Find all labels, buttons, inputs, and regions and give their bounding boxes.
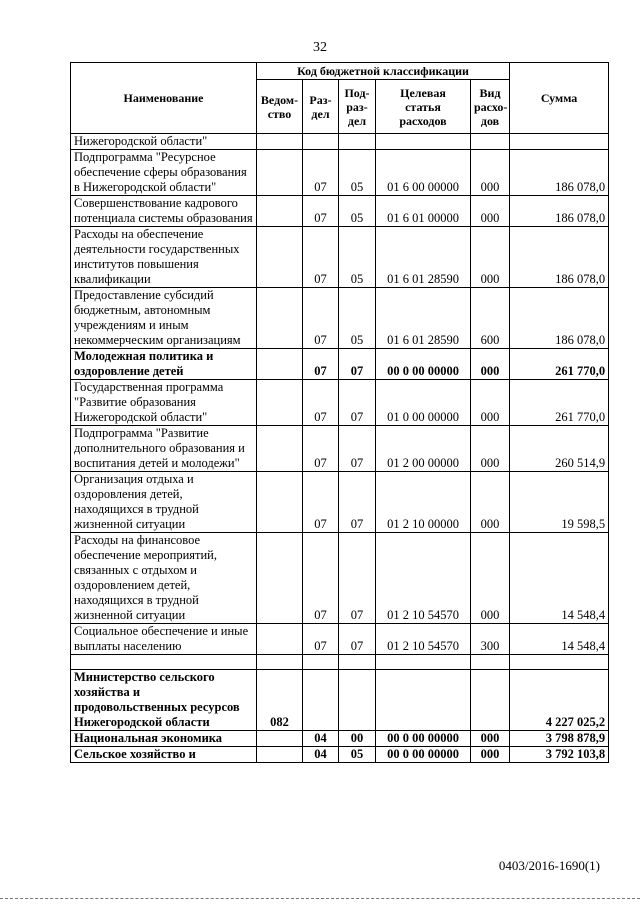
row-vedomstvo-cell xyxy=(257,380,303,426)
row-summa-cell: 3 798 878,9 xyxy=(510,731,609,747)
header-razdel: Раз- дел xyxy=(303,80,339,134)
header-statya: Целевая статья расходов xyxy=(376,80,471,134)
table-row xyxy=(71,227,609,288)
row-statya-cell: 01 6 01 28590 xyxy=(376,227,471,288)
row-vedomstvo-cell xyxy=(257,426,303,472)
row-vid-cell: 000 xyxy=(471,472,510,533)
row-razdel-cell: 04 xyxy=(303,731,339,747)
table-body xyxy=(71,134,609,763)
scan-edge-line xyxy=(0,898,640,901)
row-name-cell: Национальная экономика xyxy=(71,731,257,747)
row-vid-cell: 000 xyxy=(471,349,510,380)
budget-table xyxy=(70,62,609,763)
row-vid-cell: 600 xyxy=(471,288,510,349)
row-vedomstvo-cell: 082 xyxy=(257,670,303,731)
row-vedomstvo-cell xyxy=(257,349,303,380)
row-name-cell: Расходы на финансовое обеспечение мероприятий, связанных с отдыхом и оздоровлением детей, находящихся в трудной жизненной ситуации xyxy=(71,533,257,624)
row-podrazdel-cell xyxy=(339,134,376,150)
row-summa-cell: 19 598,5 xyxy=(510,472,609,533)
row-podrazdel-cell: 07 xyxy=(339,426,376,472)
row-summa-cell: 260 514,9 xyxy=(510,426,609,472)
table-row xyxy=(71,747,609,763)
header-vid: Вид расхо- дов xyxy=(471,80,510,134)
row-name-cell: Организация отдыха и оздоровления детей, находящихся в трудной жизненной ситуации xyxy=(71,472,257,533)
table-row xyxy=(71,349,609,380)
row-vid-cell: 000 xyxy=(471,426,510,472)
row-vid-cell: 300 xyxy=(471,624,510,655)
table-row xyxy=(71,150,609,196)
row-name-cell: Расходы на обеспечение деятельности государственных институтов повышения квалификации xyxy=(71,227,257,288)
row-podrazdel-cell: 07 xyxy=(339,380,376,426)
row-podrazdel-cell: 05 xyxy=(339,196,376,227)
row-statya-cell: 01 6 01 00000 xyxy=(376,196,471,227)
row-vid-cell: 000 xyxy=(471,747,510,763)
row-vid-cell: 000 xyxy=(471,196,510,227)
row-vid-cell xyxy=(471,655,510,670)
row-statya-cell: 01 2 10 54570 xyxy=(376,533,471,624)
table-row xyxy=(71,533,609,624)
row-vid-cell: 000 xyxy=(471,533,510,624)
row-razdel-cell: 07 xyxy=(303,426,339,472)
row-vid-cell: 000 xyxy=(471,380,510,426)
row-summa-cell: 3 792 103,8 xyxy=(510,747,609,763)
row-razdel-cell: 07 xyxy=(303,196,339,227)
row-summa-cell: 14 548,4 xyxy=(510,533,609,624)
row-name-cell: Нижегородской области" xyxy=(71,134,257,150)
row-vid-cell: 000 xyxy=(471,227,510,288)
row-statya-cell: 01 6 00 00000 xyxy=(376,150,471,196)
header-classification-group: Код бюджетной классификации xyxy=(257,63,510,80)
row-statya-cell xyxy=(376,655,471,670)
row-statya-cell: 01 0 00 00000 xyxy=(376,380,471,426)
row-name-cell: Сельское хозяйство и xyxy=(71,747,257,763)
row-summa-cell: 186 078,0 xyxy=(510,288,609,349)
row-name-cell xyxy=(71,655,257,670)
row-vid-cell: 000 xyxy=(471,150,510,196)
table-row xyxy=(71,472,609,533)
table-row xyxy=(71,380,609,426)
row-name-cell: Государственная программа "Развитие образования Нижегородской области" xyxy=(71,380,257,426)
row-vedomstvo-cell xyxy=(257,533,303,624)
row-razdel-cell: 07 xyxy=(303,288,339,349)
row-name-cell: Подпрограмма "Развитие дополнительного образования и воспитания детей и молодежи" xyxy=(71,426,257,472)
row-razdel-cell xyxy=(303,655,339,670)
table-row xyxy=(71,731,609,747)
row-podrazdel-cell: 07 xyxy=(339,472,376,533)
row-razdel-cell: 07 xyxy=(303,380,339,426)
row-summa-cell: 186 078,0 xyxy=(510,227,609,288)
header-name: Наименование xyxy=(71,63,257,134)
row-statya-cell: 01 6 01 28590 xyxy=(376,288,471,349)
row-name-cell: Министерство сельского хозяйства и продовольственных ресурсов Нижегородской области xyxy=(71,670,257,731)
row-podrazdel-cell xyxy=(339,655,376,670)
row-podrazdel-cell: 05 xyxy=(339,227,376,288)
row-razdel-cell: 07 xyxy=(303,472,339,533)
row-summa-cell: 14 548,4 xyxy=(510,624,609,655)
row-vid-cell: 000 xyxy=(471,731,510,747)
row-summa-cell: 261 770,0 xyxy=(510,380,609,426)
row-razdel-cell: 04 xyxy=(303,747,339,763)
table-row xyxy=(71,670,609,731)
row-name-cell: Социальное обеспечение и иные выплаты населению xyxy=(71,624,257,655)
row-summa-cell: 261 770,0 xyxy=(510,349,609,380)
table-row xyxy=(71,288,609,349)
row-name-cell: Предоставление субсидий бюджетным, автономным учреждениям и иным некоммерческим организациям xyxy=(71,288,257,349)
row-vedomstvo-cell xyxy=(257,624,303,655)
row-statya-cell: 00 0 00 00000 xyxy=(376,731,471,747)
row-podrazdel-cell: 05 xyxy=(339,747,376,763)
row-summa-cell: 186 078,0 xyxy=(510,196,609,227)
header-vedomstvo: Ведом- ство xyxy=(257,80,303,134)
row-vid-cell xyxy=(471,670,510,731)
row-podrazdel-cell: 00 xyxy=(339,731,376,747)
row-razdel-cell: 07 xyxy=(303,624,339,655)
row-summa-cell xyxy=(510,655,609,670)
table-row xyxy=(71,655,609,670)
row-razdel-cell: 07 xyxy=(303,150,339,196)
row-summa-cell: 4 227 025,2 xyxy=(510,670,609,731)
row-summa-cell: 186 078,0 xyxy=(510,150,609,196)
row-statya-cell: 01 2 10 54570 xyxy=(376,624,471,655)
header-podrazdel: Под- раз- дел xyxy=(339,80,376,134)
header-summa: Сумма xyxy=(510,63,609,134)
row-vedomstvo-cell xyxy=(257,227,303,288)
row-vid-cell xyxy=(471,134,510,150)
row-razdel-cell: 07 xyxy=(303,227,339,288)
row-vedomstvo-cell xyxy=(257,747,303,763)
row-razdel-cell: 07 xyxy=(303,533,339,624)
row-podrazdel-cell: 05 xyxy=(339,288,376,349)
row-name-cell: Совершенствование кадрового потенциала системы образования xyxy=(71,196,257,227)
row-podrazdel-cell: 07 xyxy=(339,533,376,624)
row-podrazdel-cell: 07 xyxy=(339,624,376,655)
row-statya-cell xyxy=(376,134,471,150)
row-statya-cell: 00 0 00 00000 xyxy=(376,349,471,380)
row-name-cell: Подпрограмма "Ресурсное обеспечение сферы образования в Нижегородской области" xyxy=(71,150,257,196)
row-statya-cell: 01 2 10 00000 xyxy=(376,472,471,533)
row-vedomstvo-cell xyxy=(257,472,303,533)
row-razdel-cell: 07 xyxy=(303,349,339,380)
row-vedomstvo-cell xyxy=(257,134,303,150)
row-razdel-cell xyxy=(303,134,339,150)
table-row xyxy=(71,196,609,227)
table-row xyxy=(71,134,609,150)
row-podrazdel-cell xyxy=(339,670,376,731)
document-code: 0403/2016-1690(1) xyxy=(498,858,600,873)
row-vedomstvo-cell xyxy=(257,731,303,747)
row-razdel-cell xyxy=(303,670,339,731)
row-statya-cell: 01 2 00 00000 xyxy=(376,426,471,472)
row-name-cell: Молодежная политика и оздоровление детей xyxy=(71,349,257,380)
row-vedomstvo-cell xyxy=(257,196,303,227)
row-vedomstvo-cell xyxy=(257,655,303,670)
row-podrazdel-cell: 07 xyxy=(339,349,376,380)
page-number: 32 xyxy=(313,40,327,55)
row-vedomstvo-cell xyxy=(257,150,303,196)
row-vedomstvo-cell xyxy=(257,288,303,349)
row-podrazdel-cell: 05 xyxy=(339,150,376,196)
table-row xyxy=(71,426,609,472)
row-summa-cell xyxy=(510,134,609,150)
row-statya-cell xyxy=(376,670,471,731)
row-statya-cell: 00 0 00 00000 xyxy=(376,747,471,763)
table-row xyxy=(71,624,609,655)
